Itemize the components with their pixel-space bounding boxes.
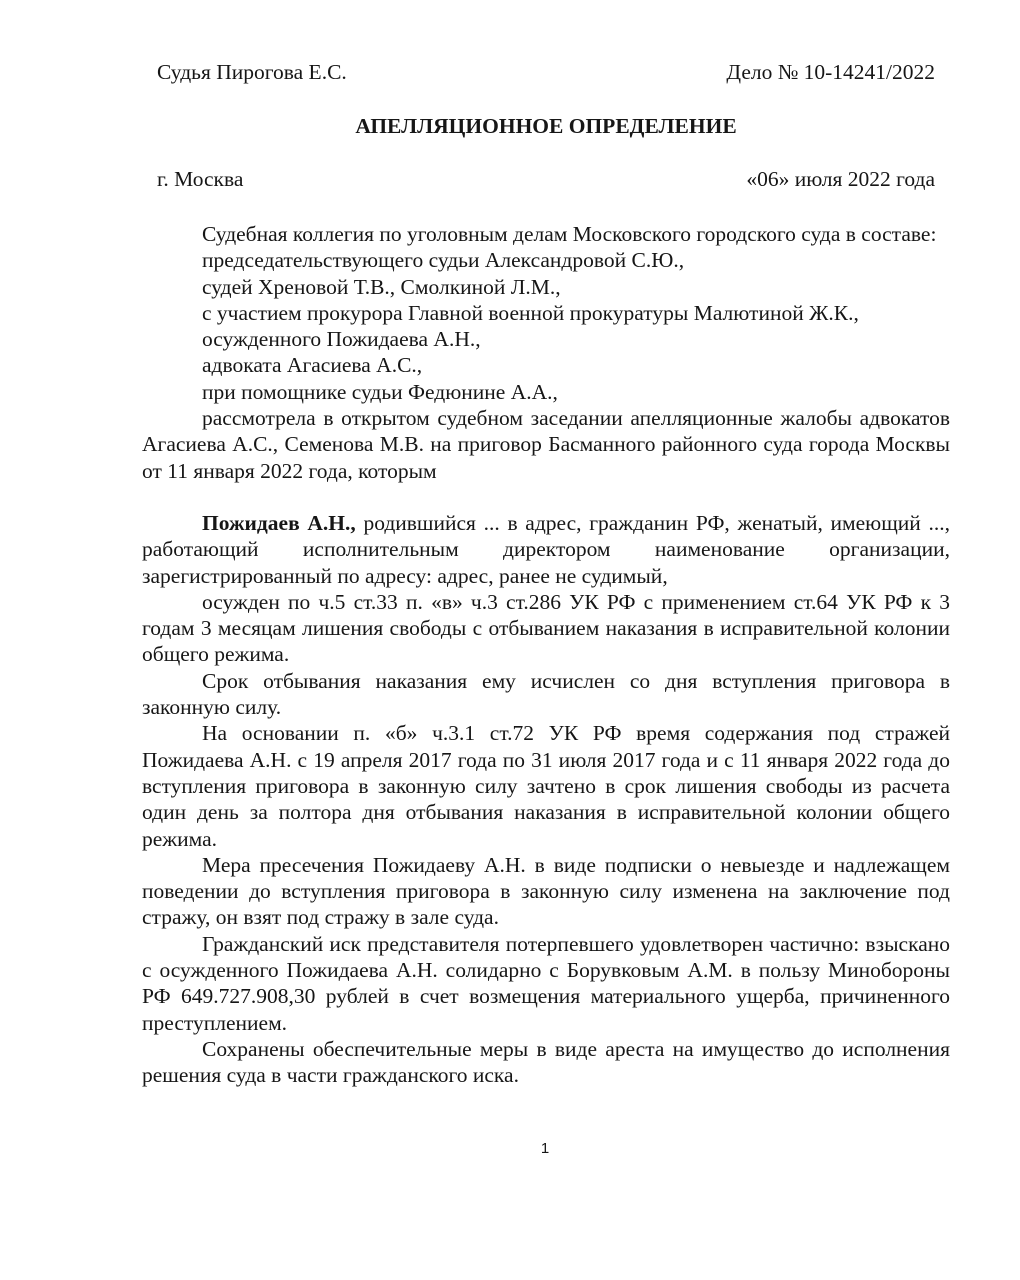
- verdict-paragraph: Мера пресечения Пожидаеву А.Н. в виде подписки о невыезде и надлежащем поведении до вступления приговора в законную силу изменена на заключение под стражу, он взят под стражу в зале суда.: [142, 852, 950, 930]
- intro-paragraph: Судебная коллегия по уголовным делам Московского городского суда в составе:: [202, 222, 937, 246]
- document-body: [142, 221, 950, 1089]
- verdict-paragraph: Срок отбывания наказания ему исчислен со дня вступления приговора в законную силу.: [142, 668, 950, 720]
- composition-line: осужденного Пожидаева А.Н.,: [202, 327, 481, 352]
- city: г. Москва: [157, 167, 244, 191]
- judge-name: Судья Пирогова Е.С.: [157, 60, 347, 84]
- composition-line: председательствующего судьи Александровой С.Ю.,: [202, 248, 685, 273]
- considered-paragraph: рассмотрела в открытом судебном заседании апелляционные жалобы адвокатов Агасиева А.С., Семенова М.В. на приговор Басманного районного суда города Москвы от 11 января 2022 года, которым: [142, 406, 950, 483]
- verdict-paragraph: Сохранены обеспечительные меры в виде ареста на имущество до исполнения решения суда в части гражданского иска.: [142, 1036, 950, 1088]
- document-title: АПЕЛЛЯЦИОННОЕ ОПРЕДЕЛЕНИЕ: [355, 114, 737, 138]
- header-row: [142, 59, 950, 85]
- composition-line: судей Хреновой Т.В., Смолкиной Л.М.,: [202, 274, 561, 299]
- composition-line: адвоката Агасиева А.С.,: [202, 353, 423, 378]
- verdict-paragraph: На основании п. «б» ч.3.1 ст.72 УК РФ время содержания под стражей Пожидаева А.Н. с 19 апреля 2017 года по 31 июля 2017 года и с 11 января 2022 года до вступления приговора в законную силу зачтено в срок лишения свободы из расчета один день за полтора дня отбывания наказания в исправительной колонии общего режима.: [142, 721, 950, 851]
- defendant-name: Пожидаев А.Н.,: [202, 510, 356, 535]
- defendant-paragraph: [142, 510, 950, 589]
- spacer: [142, 484, 950, 510]
- composition-line: при помощнике судьи Федюнине А.А.,: [202, 379, 558, 404]
- place-date-row: [142, 166, 950, 192]
- page-number: 1: [540, 1140, 550, 1157]
- case-number: Дело № 10-14241/2022: [726, 60, 935, 84]
- document-date: «06» июля 2022 года: [746, 167, 935, 191]
- composition-line: с участием прокурора Главной военной прокуратуры Малютиной Ж.К.,: [202, 300, 859, 325]
- verdict-paragraph: Гражданский иск представителя потерпевшего удовлетворен частично: взыскано с осужденного Пожидаева А.Н. солидарно с Борувковым А.М. в пользу Минобороны РФ 649.727.908,30 рублей в счет возмещения материального ущерба, причиненного преступлением.: [142, 931, 950, 1035]
- verdict-paragraph: осужден по ч.5 ст.33 п. «в» ч.3 ст.286 УК РФ с применением ст.64 УК РФ к 3 годам 3 месяцам лишения свободы с отбыванием наказания в исправительной колонии общего режима.: [142, 589, 950, 667]
- defendant-details: родившийся ... в адрес, гражданин РФ, женатый, имеющий ..., работающий исполнительным директором наименование организации, зарегистрированный по адресу: адрес, ранее не судимый,: [142, 510, 950, 588]
